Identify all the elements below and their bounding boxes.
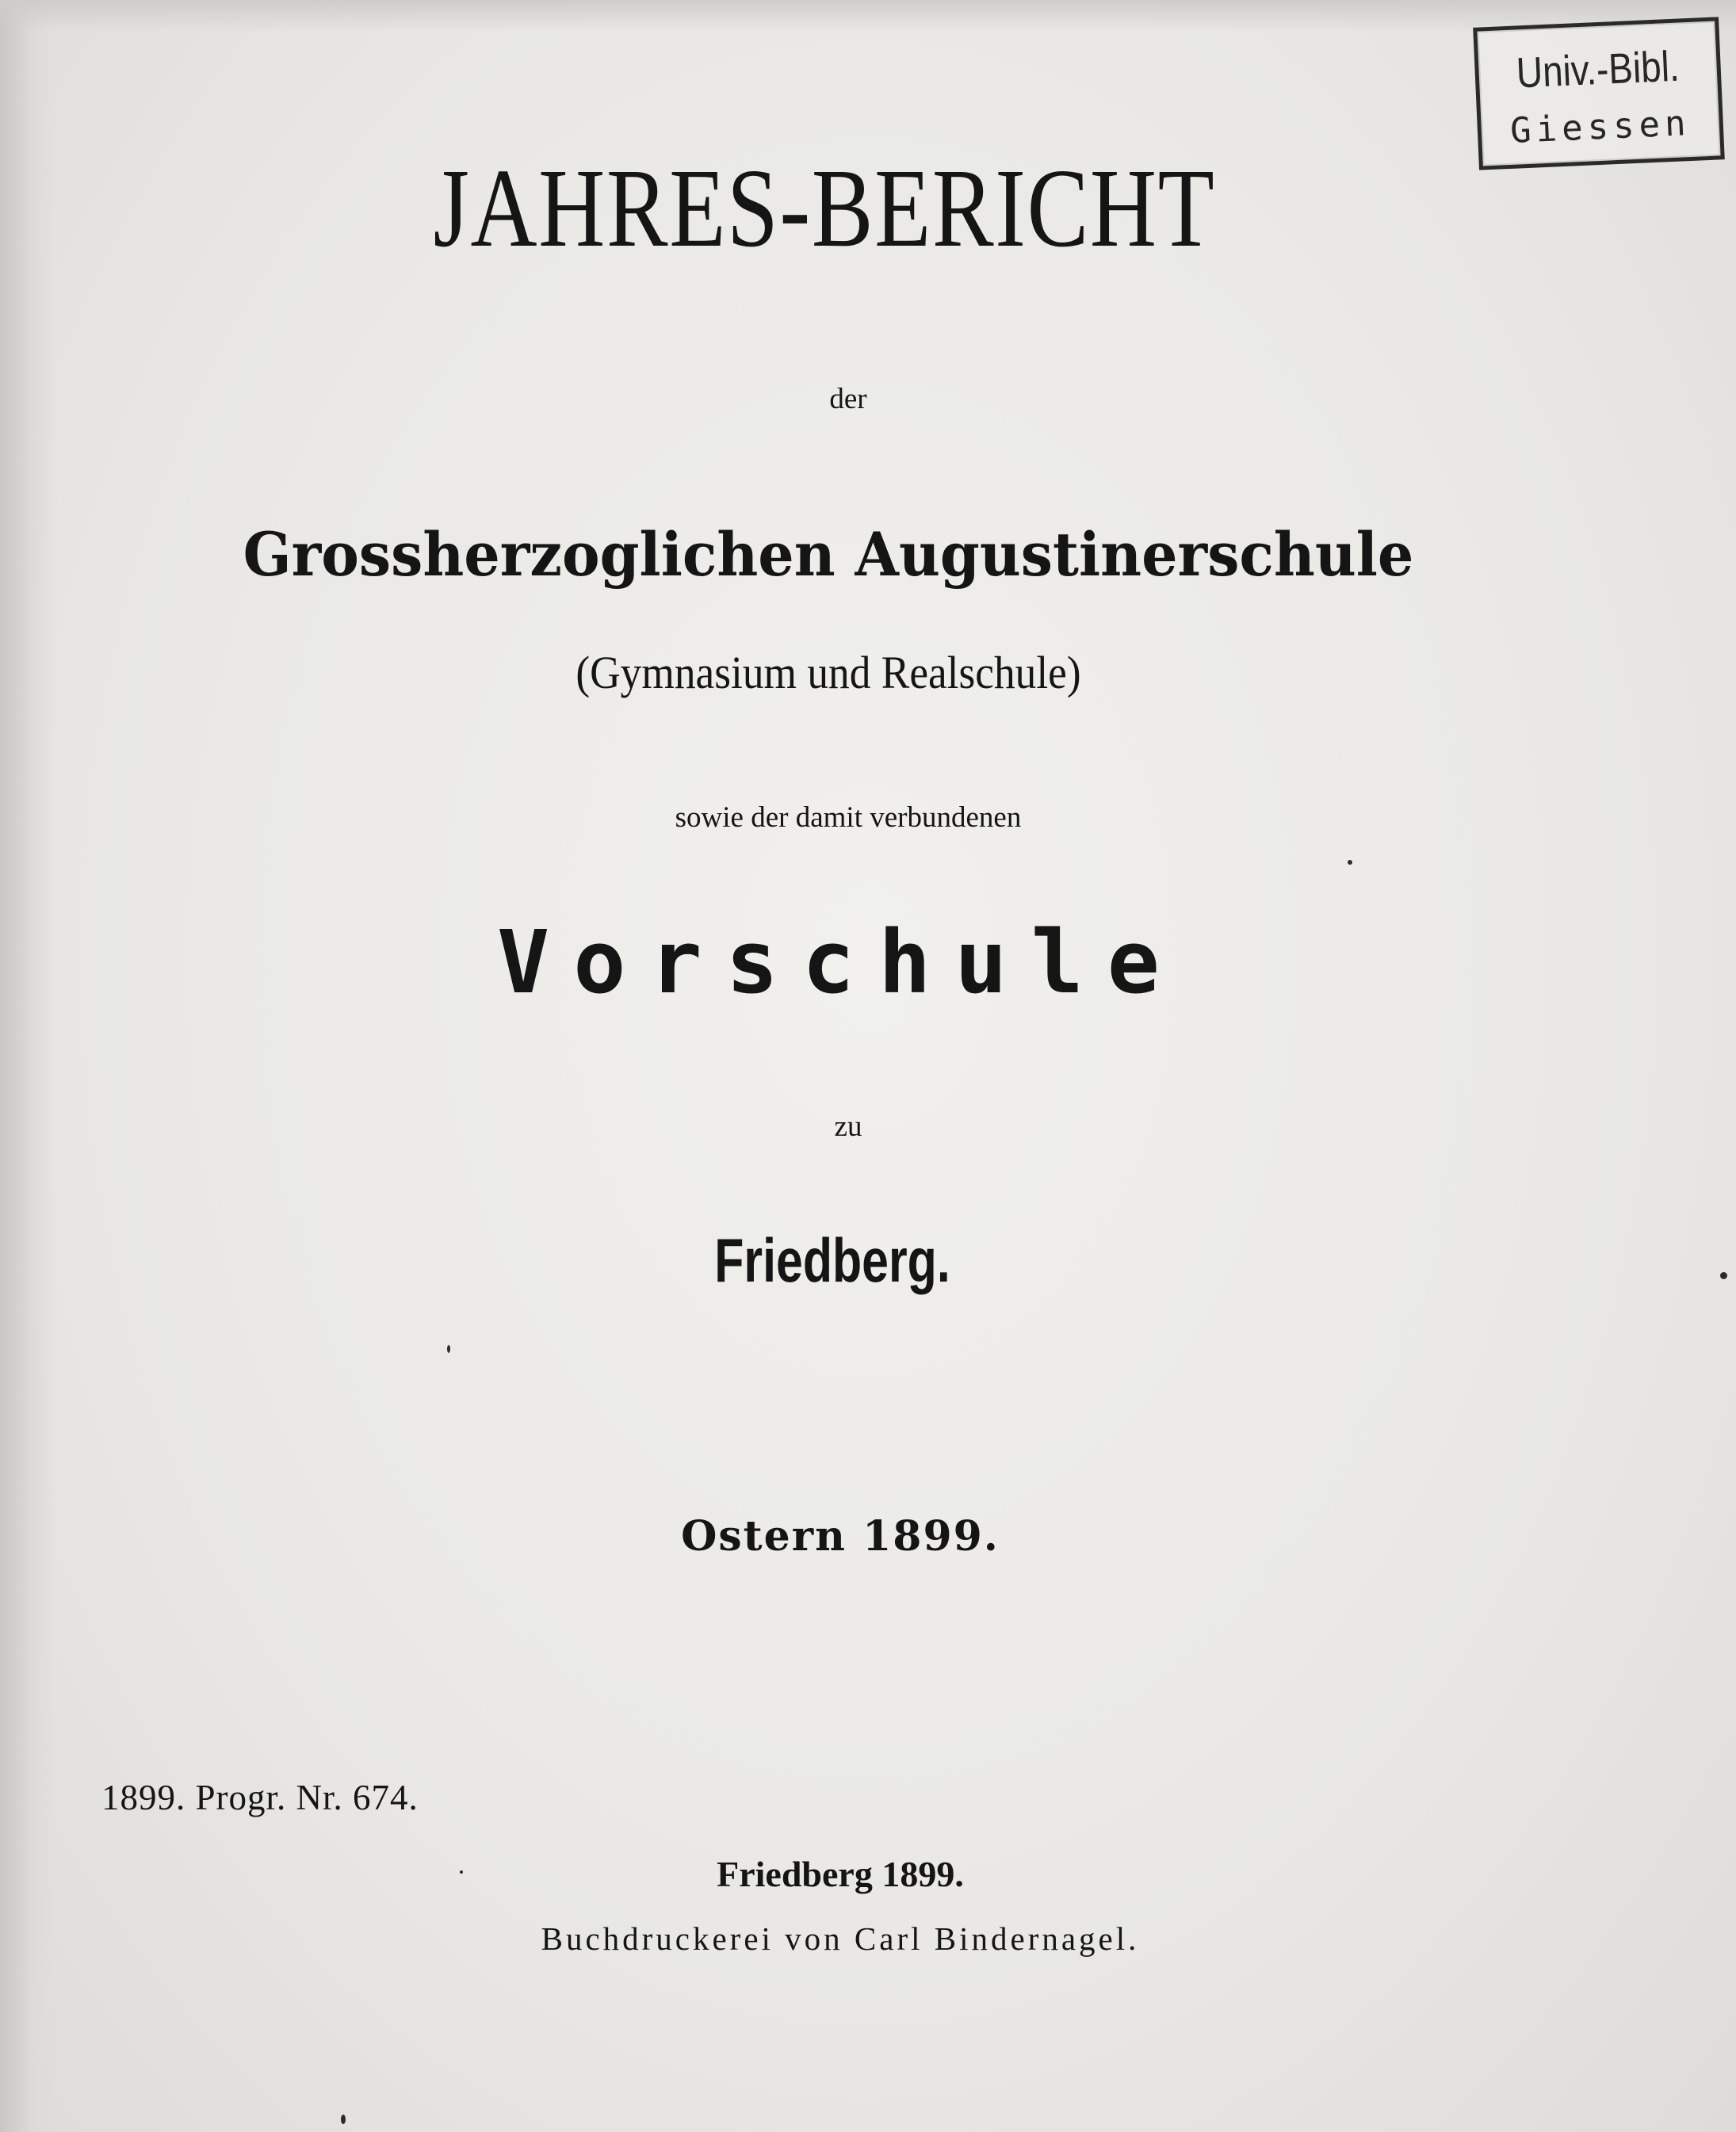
connector-der: der [829, 383, 867, 415]
program-number: 1899. Progr. Nr. 674. [101, 1778, 419, 1817]
connector-sowie: sowie der damit verbundenen [675, 801, 1022, 834]
paper-speck [1348, 860, 1352, 865]
institution-subtitle: (Gymnasium und Realschule) [575, 647, 1081, 698]
document-title: JAHRES-BERICHT [433, 145, 1216, 270]
date-line: Ostern 1899. [681, 1512, 1000, 1561]
stamp-city: Giessen [1509, 103, 1692, 151]
page-left-shadow [0, 0, 55, 2132]
stamp-library-name: Univ.-Bibl. [1515, 42, 1681, 97]
connector-zu: zu [834, 1110, 862, 1143]
paper-speck [460, 1870, 463, 1874]
institution-name: Grossherzoglichen Augustinerschule [243, 519, 1414, 590]
paper-speck [341, 2115, 346, 2124]
paper-speck [1720, 1272, 1727, 1279]
city-name: Friedberg. [714, 1225, 950, 1295]
paper-speck [447, 1345, 450, 1353]
library-stamp [1473, 17, 1725, 170]
printer-line: Buchdruckerei von Carl Bindernagel. [541, 1920, 1140, 1957]
imprint-city-year: Friedberg 1899. [717, 1854, 964, 1894]
secondary-school-name: Vorschule [496, 911, 1184, 1013]
